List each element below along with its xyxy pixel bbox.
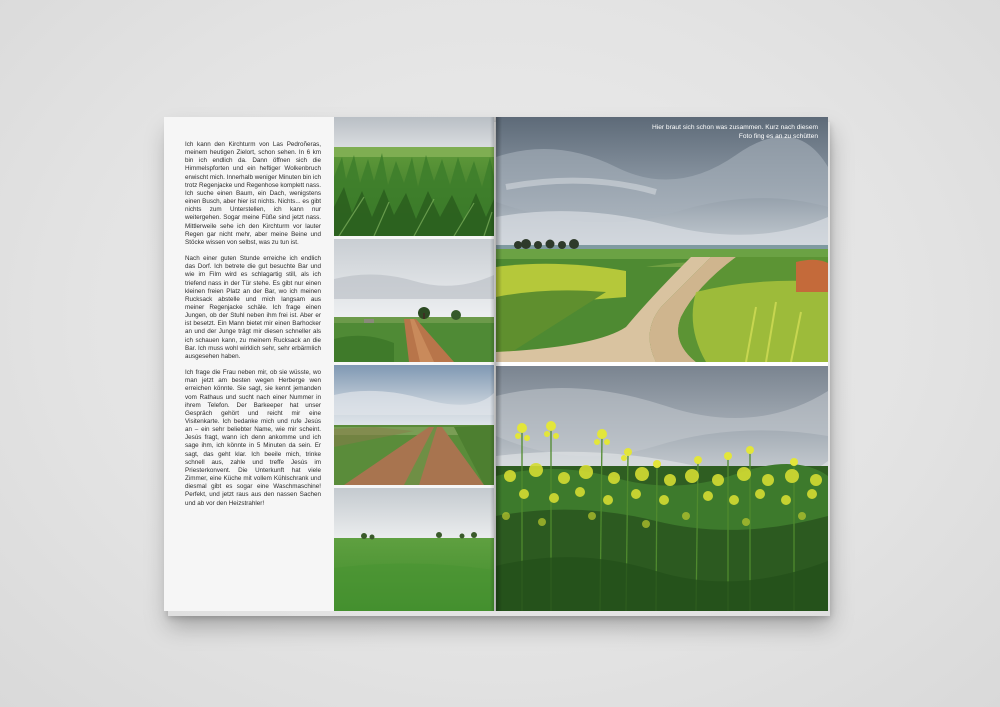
article-paragraph: Ich kann den Kirchturm von Las Pedroñeras, meinem heutigen Zielort, schon sehen. In 6 km bin ich endlich da. Dann öffnen sich die Himmelspforten und ein heftiger Wolkenbruch erwischt mich. Innerhalb weniger Minuten bin ich trotz Regenjacke und Regenhose komplett nass. Ich suche einen Baum, ein Dach, wenigstens einen Busch, aber hier ist nichts. Nichts... es gibt nichts zum Unterstellen, ich kann nur weitergehen. Sogar meine Füße sind jetzt nass. Mittlerweile sehe ich den Kirchturm vor lauter Regen gar nicht mehr, aber meine Beine und Stöcke wissen von selbst, was zu tun ist.: [185, 141, 321, 246]
right-page: [496, 117, 828, 611]
article-paragraph: Ich frage die Frau neben mir, ob sie wüsste, wo man jetzt am besten wegen Herberge wen erreichen könnte. Sie sagt, sie kennt jemanden vom Rathaus und sucht nach einer Nummer in ihrem Telefon. Der Barkeeper hat unser Gespräch gehört und reicht mir eine Visitenkarte. Ich bedanke mich und rufe Jesús an – ein sehr beliebter Name, wie mir scheint. Jesús fragt, wann ich denn ankomme und ich sage ihm, ich könnte in 5 Minuten da sein. Er sagt, das geht klar. Ich beeile mich, trinke schnell aus, zahle und treffe Jesús im Priesterkonvent. Die Unterkunft hat viele Zimmer, eine Küche mit vollem Kühlschrank und diesmal gibt es sogar eine Waschmaschine! Perfekt, und jetzt raus aus den nassen Sachen und ab vor den Heizstrahler!: [185, 369, 321, 507]
photo-dirt-road: [334, 365, 494, 485]
photo-rapeseed-flowers: [496, 366, 828, 611]
photo-dirt-path-tree: [334, 239, 494, 362]
left-page: [164, 117, 494, 611]
article-paragraph: Nach einer guten Stunde erreiche ich endlich das Dorf. Ich betrete die gut besuchte Bar und wie im Film wird es schlagartig still, als ich triefend nass in der Tür stehe. Es gibt nur einen kleinen freien Platz an der Bar, wo ich meinen Rucksack abstelle und mich langsam aus meiner Regenjacke schäle. Ich frage einen Jungen, ob der Stuhl neben ihm frei ist. Aber er ist besetzt. Ein Mann bietet mir einen Barhocker an und der Junge trägt mir diesen schneller als ich schauen kann, zu meinem Rucksack an die Bar. Ich muss wohl wirklich sehr, sehr erbärmlich ausgesehen haben.: [185, 255, 321, 360]
photo-green-meadow: [334, 488, 494, 611]
photo-grass-field: [334, 117, 494, 236]
article-text: [185, 141, 321, 516]
photo-caption: Hier braut sich schon was zusammen. Kurz nach diesem Foto fing es an zu schütten: [651, 124, 818, 140]
photo-stormy-path: [496, 117, 828, 362]
magazine-spread: [164, 117, 828, 611]
